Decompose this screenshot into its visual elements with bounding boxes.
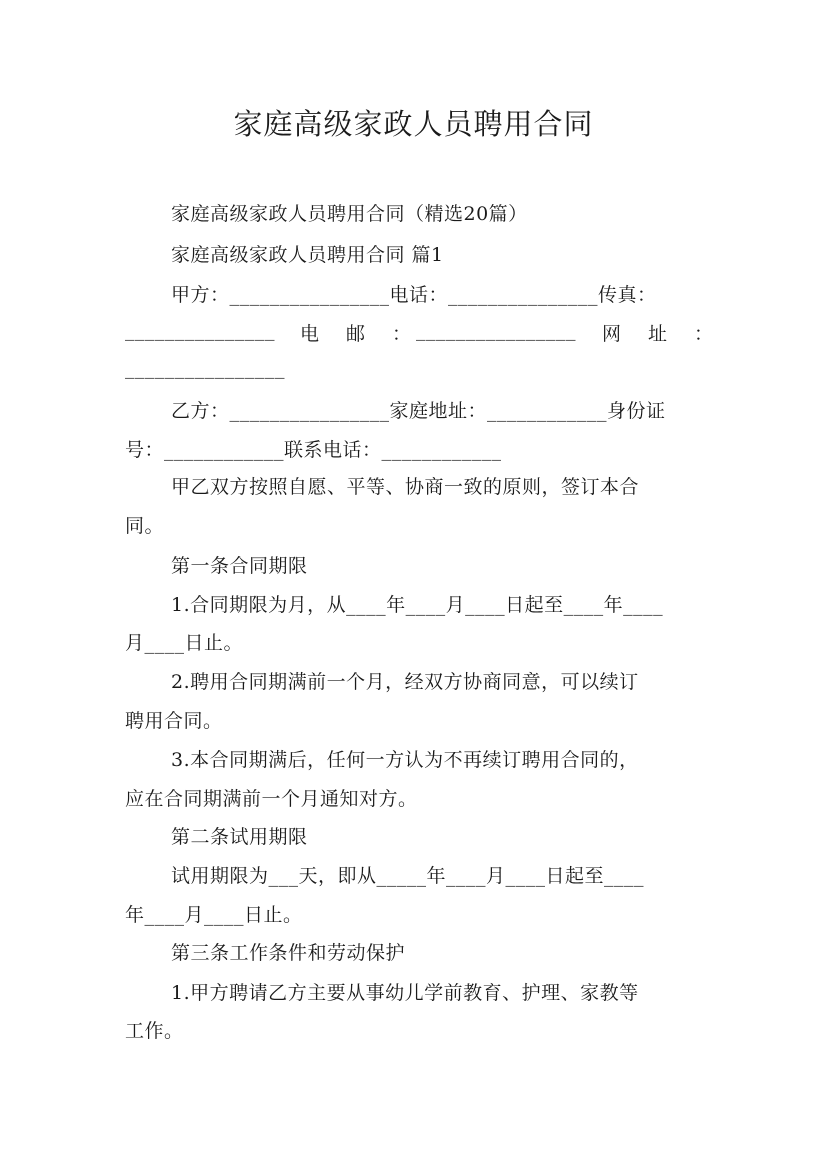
article-1-item-1-line-2: 月____日止。 <box>125 632 244 654</box>
intro-line-1: 甲乙双方按照自愿、平等、协商一致的原则，签订本合 <box>171 476 640 498</box>
party-a-email-label: 电 邮 ： <box>300 323 416 345</box>
party-b-line-1: 乙方：________________家庭地址：____________身份证 <box>171 400 666 422</box>
party-a-blank-2: ________________ <box>416 319 576 341</box>
article-1-item-3-line-1: 3.本合同期满后，任何一方认为不再续订聘用合同的， <box>171 749 639 771</box>
section-heading: 家庭高级家政人员聘用合同 篇1 <box>171 244 444 266</box>
party-a-website-label: 网 址 ： <box>602 323 718 345</box>
party-a-blank-3: ________________ <box>125 357 285 379</box>
article-1-item-3-line-2: 应在合同期满前一个月通知对方。 <box>125 788 418 810</box>
party-a-blank-1: _______________ <box>125 319 275 341</box>
article-1-item-2-line-1: 2.聘用合同期满前一个月，经双方协商同意，可以续订 <box>171 671 639 693</box>
article-1-item-2-line-2: 聘用合同。 <box>125 710 223 732</box>
party-a-line-1: 甲方：________________电话：_______________传真： <box>171 284 657 306</box>
article-2-line-2: 年____月____日止。 <box>125 904 303 926</box>
intro-line-2: 同。 <box>125 515 165 537</box>
article-2-line-1: 试用期限为___天，即从_____年____月____日起至____ <box>171 865 645 887</box>
article-3-item-1-line-1: 1.甲方聘请乙方主要从事幼儿学前教育、护理、家教等 <box>171 982 639 1004</box>
document-subtitle: 家庭高级家政人员聘用合同（精选20篇） <box>171 203 528 225</box>
article-3-item-1-line-2: 工作。 <box>125 1020 184 1042</box>
article-2-heading: 第二条试用期限 <box>171 826 308 848</box>
article-1-heading: 第一条合同期限 <box>171 555 308 577</box>
party-b-line-2: 号：____________联系电话：____________ <box>125 439 502 461</box>
article-1-item-1-line-1: 1.合同期限为月，从____年____月____日起至____年____ <box>171 594 664 616</box>
document-title: 家庭高级家政人员聘用合同 <box>233 107 594 141</box>
article-3-heading: 第三条工作条件和劳动保护 <box>171 942 406 964</box>
